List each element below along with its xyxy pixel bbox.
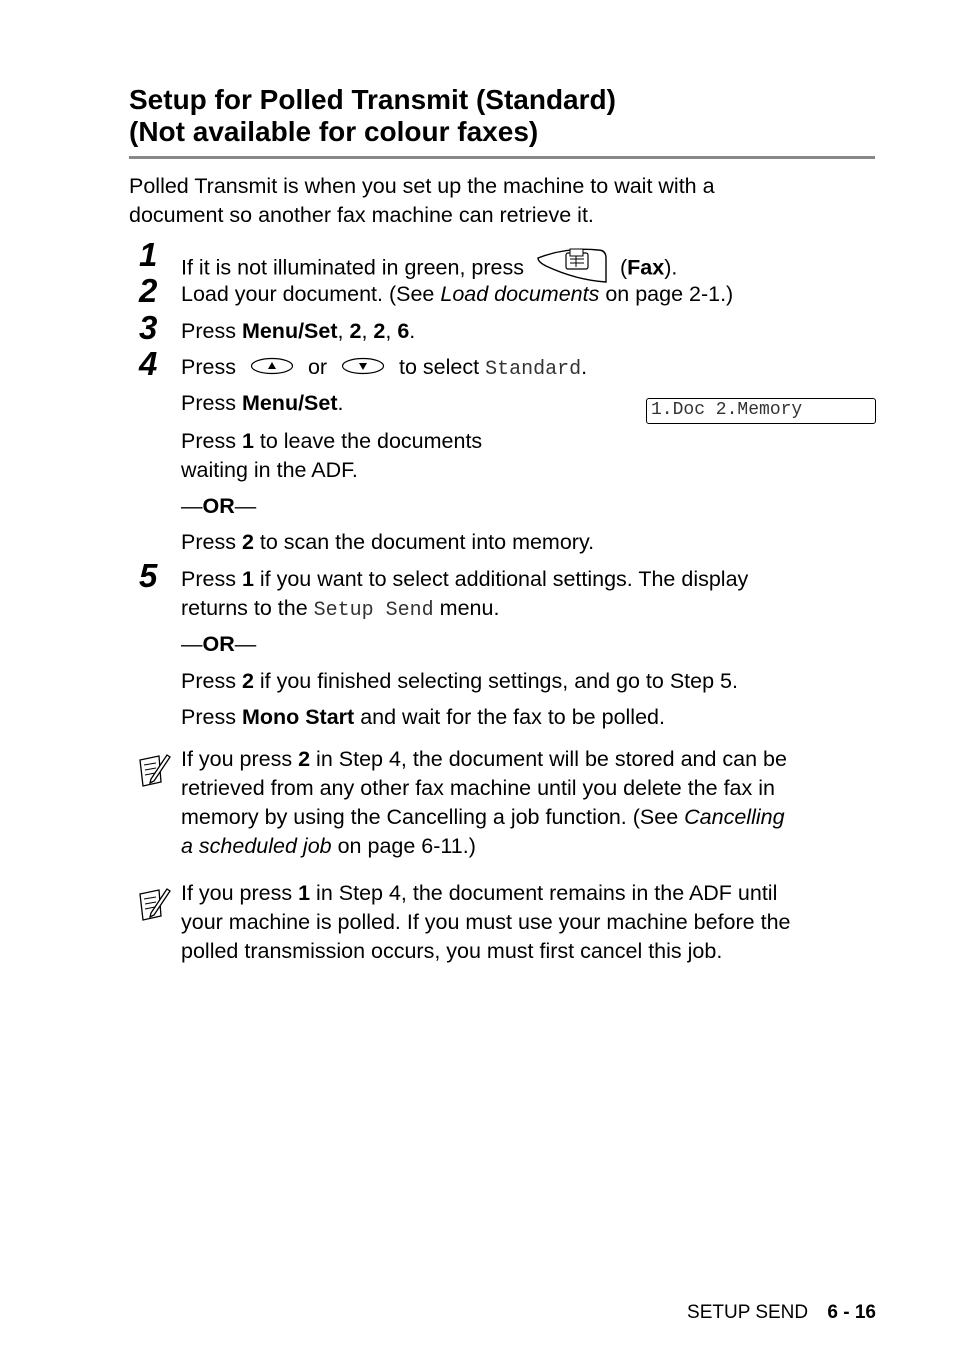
key-1-label: 1 xyxy=(241,567,254,591)
note-pencil-icon xyxy=(137,886,171,922)
step-5-text: if you want to select additional settings. The display xyxy=(253,567,749,591)
note-pencil-icon xyxy=(137,752,171,788)
note-1-line-4: on page 6-11.) xyxy=(331,834,476,858)
or-label: OR xyxy=(202,632,235,656)
page-title xyxy=(129,84,616,148)
press: Press xyxy=(181,391,242,415)
final-instruction xyxy=(181,703,665,732)
press: Press xyxy=(181,705,242,729)
step-4-line-2 xyxy=(181,389,344,418)
step-2-post: on page 2-1.) xyxy=(599,282,734,306)
or-divider-2 xyxy=(181,630,256,659)
or-divider-1 xyxy=(181,492,256,521)
step-4-option-1 xyxy=(181,427,482,485)
step-4-press: Press xyxy=(181,355,236,379)
option-1-line-2: waiting in the ADF. xyxy=(181,458,358,482)
step-3-end: . xyxy=(409,319,416,343)
key-1-label: 1 xyxy=(298,881,311,905)
down-arrow-key-icon xyxy=(341,354,385,383)
press: Press xyxy=(181,669,242,693)
step-2-number: 2 xyxy=(139,272,158,309)
key-2b-label: 2 xyxy=(373,319,386,343)
page-number: 6 - 16 xyxy=(827,1302,876,1323)
title-line-2: (Not available for colour faxes) xyxy=(129,116,539,147)
note-2-line-2: your machine is polled. If you must use your machine before the xyxy=(181,910,791,934)
dash: — xyxy=(234,632,257,656)
step-2-text: Load your document. (See xyxy=(181,282,441,306)
key-1-label: 1 xyxy=(241,429,254,453)
key-6-label: 6 xyxy=(397,319,410,343)
step-5-alt xyxy=(181,667,738,696)
sep: , xyxy=(337,319,350,343)
sep: , xyxy=(385,319,398,343)
note-2-text: in Step 4, the document remains in the ADF until xyxy=(310,881,778,905)
step-3-number: 3 xyxy=(139,309,158,346)
note-2-text: If you press xyxy=(181,881,299,905)
up-arrow-key-icon xyxy=(250,354,294,383)
fax-key-label: Fax xyxy=(627,255,665,280)
option-1-text: to leave the documents xyxy=(253,429,483,453)
step-1-close: ). xyxy=(664,255,678,280)
press: Press xyxy=(181,567,242,591)
final-text: and wait for the fax to be polled. xyxy=(354,705,665,729)
step-5 xyxy=(181,565,748,625)
step-5-line-2-end: menu. xyxy=(433,596,500,620)
dash: — xyxy=(234,494,257,518)
step-1-number: 1 xyxy=(139,236,158,273)
footer-section: SETUP SEND xyxy=(687,1302,809,1323)
menu-set-key-label: Menu/Set xyxy=(241,319,338,343)
sep: , xyxy=(361,319,374,343)
step-4-select: to select xyxy=(399,355,480,379)
step-4-or: or xyxy=(307,355,328,379)
note-1-reference: a scheduled job xyxy=(181,834,332,858)
note-1-text: in Step 4, the document will be stored and can be xyxy=(310,747,787,771)
step-1-open: ( xyxy=(619,255,628,280)
setup-send-menu: Setup Send xyxy=(313,599,434,622)
dash: — xyxy=(181,632,203,656)
option-2-text: to scan the document into memory. xyxy=(253,530,595,554)
intro-line-1: Polled Transmit is when you set up the machine to wait with a xyxy=(129,174,715,198)
note-2 xyxy=(181,879,791,966)
intro-paragraph xyxy=(129,172,715,230)
title-rule xyxy=(129,156,875,159)
step-3 xyxy=(181,317,415,346)
step-4-option-2 xyxy=(181,528,594,557)
dash: — xyxy=(181,494,203,518)
note-2-line-3: polled transmission occurs, you must first cancel this job. xyxy=(181,939,723,963)
step-4-number: 4 xyxy=(139,345,158,382)
menu-set-key-label: Menu/Set xyxy=(241,391,338,415)
press: Press xyxy=(181,530,242,554)
step-1-text: If it is not illuminated in green, press xyxy=(181,255,524,280)
key-2-label: 2 xyxy=(241,530,254,554)
step-3-text: Press xyxy=(181,319,242,343)
mono-start-key-label: Mono Start xyxy=(241,705,355,729)
intro-line-2: document so another fax machine can retrieve it. xyxy=(129,203,594,227)
step-4-line-1 xyxy=(181,353,587,384)
lcd-display: 1.Doc 2.Memory xyxy=(646,398,876,424)
note-1-reference: Cancelling xyxy=(684,805,785,829)
note-1 xyxy=(181,745,787,861)
dot: . xyxy=(337,391,344,415)
key-2-label: 2 xyxy=(241,669,254,693)
note-1-line-2: retrieved from any other fax machine until you delete the fax in xyxy=(181,776,775,800)
step-5-alt-text: if you finished selecting settings, and go to Step 5. xyxy=(253,669,738,693)
note-1-text: If you press xyxy=(181,747,299,771)
standard-option: Standard xyxy=(485,358,582,381)
page-footer xyxy=(687,1302,876,1324)
step-5-number: 5 xyxy=(139,557,158,594)
dot: . xyxy=(581,355,588,379)
step-2-reference: Load documents xyxy=(440,282,600,306)
step-5-line-2: returns to the xyxy=(181,596,314,620)
press: Press xyxy=(181,429,242,453)
key-2-label: 2 xyxy=(298,747,311,771)
key-2-label: 2 xyxy=(349,319,362,343)
note-1-line-3: memory by using the Cancelling a job function. (See xyxy=(181,805,685,829)
title-line-1: Setup for Polled Transmit (Standard) xyxy=(129,84,616,115)
step-2 xyxy=(181,280,733,309)
or-label: OR xyxy=(202,494,235,518)
